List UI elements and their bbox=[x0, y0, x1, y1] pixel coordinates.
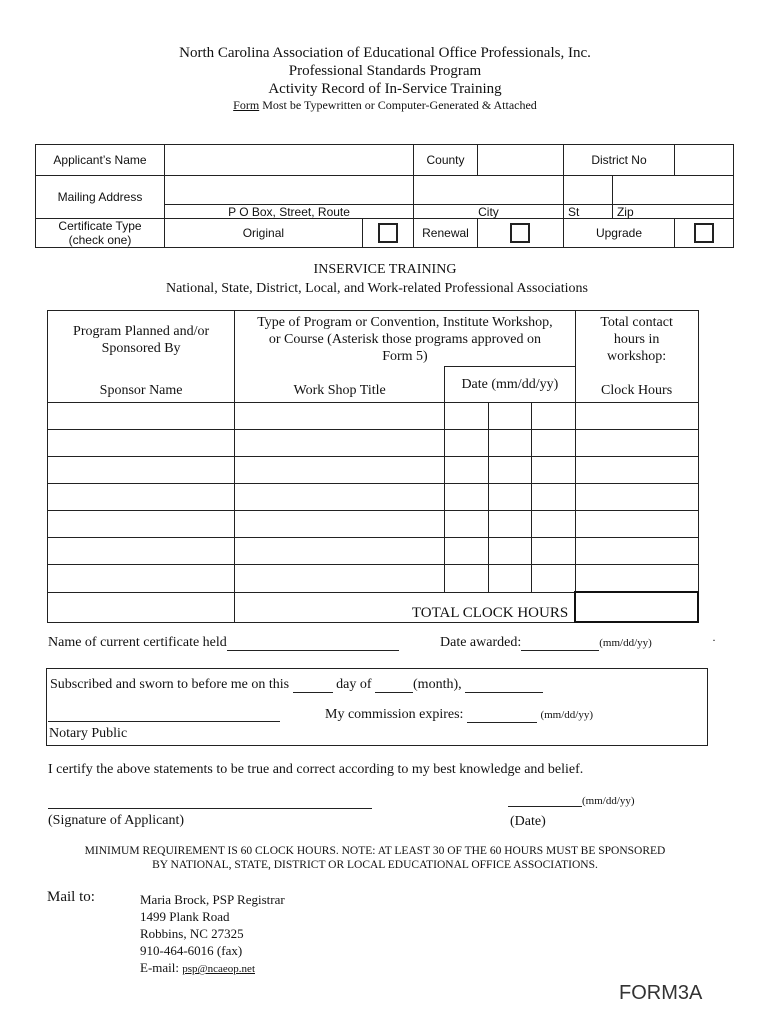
notary-public-label: Notary Public bbox=[49, 726, 128, 741]
mail-email-row bbox=[140, 959, 285, 978]
sponsor-name-header: Sponsor Name bbox=[48, 367, 235, 403]
title-cell[interactable] bbox=[235, 430, 445, 457]
mail-to-label: Mail to: bbox=[47, 889, 95, 905]
total-clock-hours-label: TOTAL CLOCK HOURS bbox=[235, 592, 576, 622]
date-awarded-input[interactable] bbox=[521, 636, 599, 651]
date-yy-cell[interactable] bbox=[532, 457, 576, 484]
certify-date-row bbox=[508, 795, 635, 807]
county-input[interactable] bbox=[478, 145, 564, 176]
signature-line[interactable] bbox=[48, 808, 372, 809]
signature-label: (Signature of Applicant) bbox=[48, 813, 185, 828]
date-yy-cell[interactable] bbox=[532, 403, 576, 430]
table-row[interactable] bbox=[48, 538, 699, 565]
hours-cell[interactable] bbox=[575, 403, 698, 430]
table-row[interactable] bbox=[48, 457, 699, 484]
mail-fax: 910-464-6016 (fax) bbox=[140, 943, 243, 958]
upgrade-checkbox[interactable] bbox=[694, 223, 714, 243]
date-yy-cell[interactable] bbox=[532, 484, 576, 511]
date-dd-cell[interactable] bbox=[488, 484, 532, 511]
sponsor-cell[interactable] bbox=[48, 538, 235, 565]
header-org-name: North Carolina Association of Educational Office Professionals, Inc. bbox=[179, 45, 591, 61]
original-checkbox-cell bbox=[362, 219, 413, 248]
date-mm-cell[interactable] bbox=[445, 403, 489, 430]
stray-mark: · bbox=[712, 633, 716, 647]
sponsor-cell[interactable] bbox=[48, 403, 235, 430]
header-program: Professional Standards Program bbox=[288, 63, 482, 79]
col-program-type-header: Type of Program or Convention, Institute Workshop, or Course (Asterisk those programs approved on Form 5) bbox=[235, 311, 576, 367]
mail-street: 1499 Plank Road bbox=[140, 909, 230, 924]
table-row[interactable] bbox=[48, 403, 699, 430]
original-label: Original bbox=[165, 219, 363, 248]
certificate-held-label: Name of current certificate held bbox=[48, 635, 227, 650]
requirement-line1: MINIMUM REQUIREMENT IS 60 CLOCK HOURS. NOTE: AT LEAST 30 OF THE 60 HOURS MUST BE SPONSORED bbox=[84, 845, 666, 857]
inservice-title: INSERVICE TRAINING bbox=[313, 262, 457, 277]
total-row-spacer bbox=[48, 592, 235, 622]
mail-name: Maria Brock, PSP Registrar bbox=[140, 892, 285, 907]
notary-signature-line[interactable] bbox=[48, 721, 280, 722]
date-awarded-label: Date awarded: bbox=[440, 635, 522, 650]
city-input[interactable] bbox=[414, 176, 564, 205]
commission-row bbox=[325, 707, 593, 723]
mailing-address-label: Mailing Address bbox=[36, 176, 165, 219]
date-dd-cell[interactable] bbox=[488, 430, 532, 457]
commission-format: (mm/dd/yy) bbox=[540, 709, 593, 721]
day-of-text: day of bbox=[336, 677, 372, 692]
date-dd-cell[interactable] bbox=[488, 565, 532, 593]
date-mm-cell[interactable] bbox=[445, 430, 489, 457]
sponsor-cell[interactable] bbox=[48, 565, 235, 593]
hours-cell[interactable] bbox=[575, 538, 698, 565]
renewal-checkbox-cell bbox=[478, 219, 564, 248]
col-sponsored-by-header: Program Planned and/or Sponsored By bbox=[48, 311, 235, 367]
date-awarded-row bbox=[440, 635, 652, 651]
sponsor-cell[interactable] bbox=[48, 484, 235, 511]
mail-email-label: E-mail: bbox=[140, 960, 179, 975]
county-label: County bbox=[414, 145, 478, 176]
hours-cell[interactable] bbox=[575, 430, 698, 457]
date-mm-cell[interactable] bbox=[445, 484, 489, 511]
date-mm-cell[interactable] bbox=[445, 457, 489, 484]
date-yy-cell[interactable] bbox=[532, 430, 576, 457]
title-cell[interactable] bbox=[235, 457, 445, 484]
table-row[interactable] bbox=[48, 565, 699, 593]
po-box-label: P O Box, Street, Route bbox=[165, 205, 414, 219]
notary-box bbox=[46, 668, 708, 746]
city-label: City bbox=[414, 205, 564, 219]
date-dd-cell[interactable] bbox=[488, 457, 532, 484]
inservice-subtitle: National, State, District, Local, and Work-related Professional Associations bbox=[165, 281, 589, 296]
date-mm-cell[interactable] bbox=[445, 538, 489, 565]
commission-label: My commission expires: bbox=[325, 707, 464, 722]
date-yy-cell[interactable] bbox=[532, 511, 576, 538]
sworn-text: Subscribed and sworn to before me on this bbox=[50, 677, 290, 692]
sworn-month-input[interactable] bbox=[375, 678, 413, 693]
sworn-row bbox=[50, 677, 543, 693]
table-row[interactable] bbox=[48, 511, 699, 538]
mail-address-block bbox=[140, 891, 285, 978]
date-header: Date (mm/dd/yy) bbox=[445, 367, 576, 403]
certificate-held-input[interactable] bbox=[227, 636, 399, 651]
certify-date-format: (mm/dd/yy) bbox=[582, 795, 635, 807]
form-id: FORM3A bbox=[619, 982, 703, 1004]
hours-cell[interactable] bbox=[575, 511, 698, 538]
date-dd-cell[interactable] bbox=[488, 403, 532, 430]
certify-date-input[interactable] bbox=[508, 796, 582, 807]
inservice-table bbox=[47, 310, 699, 623]
applicant-name-label: Applicant’s Name bbox=[36, 145, 165, 176]
upgrade-checkbox-cell bbox=[675, 219, 734, 248]
zip-label: Zip bbox=[612, 205, 733, 219]
date-mm-cell[interactable] bbox=[445, 511, 489, 538]
workshop-title-header: Work Shop Title bbox=[235, 367, 445, 403]
hours-cell[interactable] bbox=[575, 457, 698, 484]
certificate-type-label: Certificate Type (check one) bbox=[36, 219, 165, 248]
sworn-year-input[interactable] bbox=[465, 678, 543, 693]
date-yy-cell[interactable] bbox=[532, 538, 576, 565]
clock-hours-header: Clock Hours bbox=[575, 367, 698, 403]
district-label: District No bbox=[563, 145, 674, 176]
header-record-title: Activity Record of In-Service Training bbox=[268, 81, 502, 97]
sponsor-cell[interactable] bbox=[48, 457, 235, 484]
state-input[interactable] bbox=[563, 176, 612, 205]
table-row[interactable] bbox=[48, 484, 699, 511]
title-cell[interactable] bbox=[235, 484, 445, 511]
col-contact-hours-header: Total contact hours in workshop: bbox=[575, 311, 698, 367]
applicant-name-input[interactable] bbox=[165, 145, 414, 176]
certify-date-label: (Date) bbox=[510, 814, 546, 829]
title-cell[interactable] bbox=[235, 565, 445, 593]
certificate-held-row bbox=[48, 635, 399, 651]
table-row[interactable] bbox=[48, 430, 699, 457]
title-cell[interactable] bbox=[235, 538, 445, 565]
date-dd-cell[interactable] bbox=[488, 511, 532, 538]
mail-city: Robbins, NC 27325 bbox=[140, 926, 244, 941]
sworn-day-input[interactable] bbox=[293, 678, 333, 693]
header-instruction-rest: Most be Typewritten or Computer-Generated & Attached bbox=[259, 98, 537, 112]
mail-email-link[interactable]: psp@ncaeop.net bbox=[182, 963, 255, 975]
state-label: St bbox=[563, 205, 612, 219]
hours-cell[interactable] bbox=[575, 484, 698, 511]
mailing-address-input[interactable] bbox=[165, 176, 414, 205]
hours-cell[interactable] bbox=[575, 565, 698, 593]
upgrade-label: Upgrade bbox=[563, 219, 674, 248]
renewal-label: Renewal bbox=[414, 219, 478, 248]
sponsor-cell[interactable] bbox=[48, 511, 235, 538]
requirement-line2: BY NATIONAL, STATE, DISTRICT OR LOCAL EDUCATIONAL OFFICE ASSOCIATIONS. bbox=[152, 859, 598, 871]
original-checkbox[interactable] bbox=[378, 223, 398, 243]
header-instruction-form: Form bbox=[233, 98, 260, 112]
total-clock-hours-input[interactable] bbox=[575, 592, 698, 622]
header-instruction bbox=[0, 96, 770, 115]
renewal-checkbox[interactable] bbox=[510, 223, 530, 243]
zip-input[interactable] bbox=[612, 176, 733, 205]
district-input[interactable] bbox=[675, 145, 734, 176]
commission-input[interactable] bbox=[467, 708, 537, 723]
month-text: (month), bbox=[413, 677, 462, 692]
sponsor-cell[interactable] bbox=[48, 430, 235, 457]
date-yy-cell[interactable] bbox=[532, 565, 576, 593]
title-cell[interactable] bbox=[235, 511, 445, 538]
date-dd-cell[interactable] bbox=[488, 538, 532, 565]
title-cell[interactable] bbox=[235, 403, 445, 430]
date-mm-cell[interactable] bbox=[445, 565, 489, 593]
date-awarded-format: (mm/dd/yy) bbox=[599, 637, 652, 649]
applicant-table bbox=[35, 144, 734, 248]
certify-statement: I certify the above statements to be true and correct according to my best knowledge and belief. bbox=[48, 762, 584, 777]
